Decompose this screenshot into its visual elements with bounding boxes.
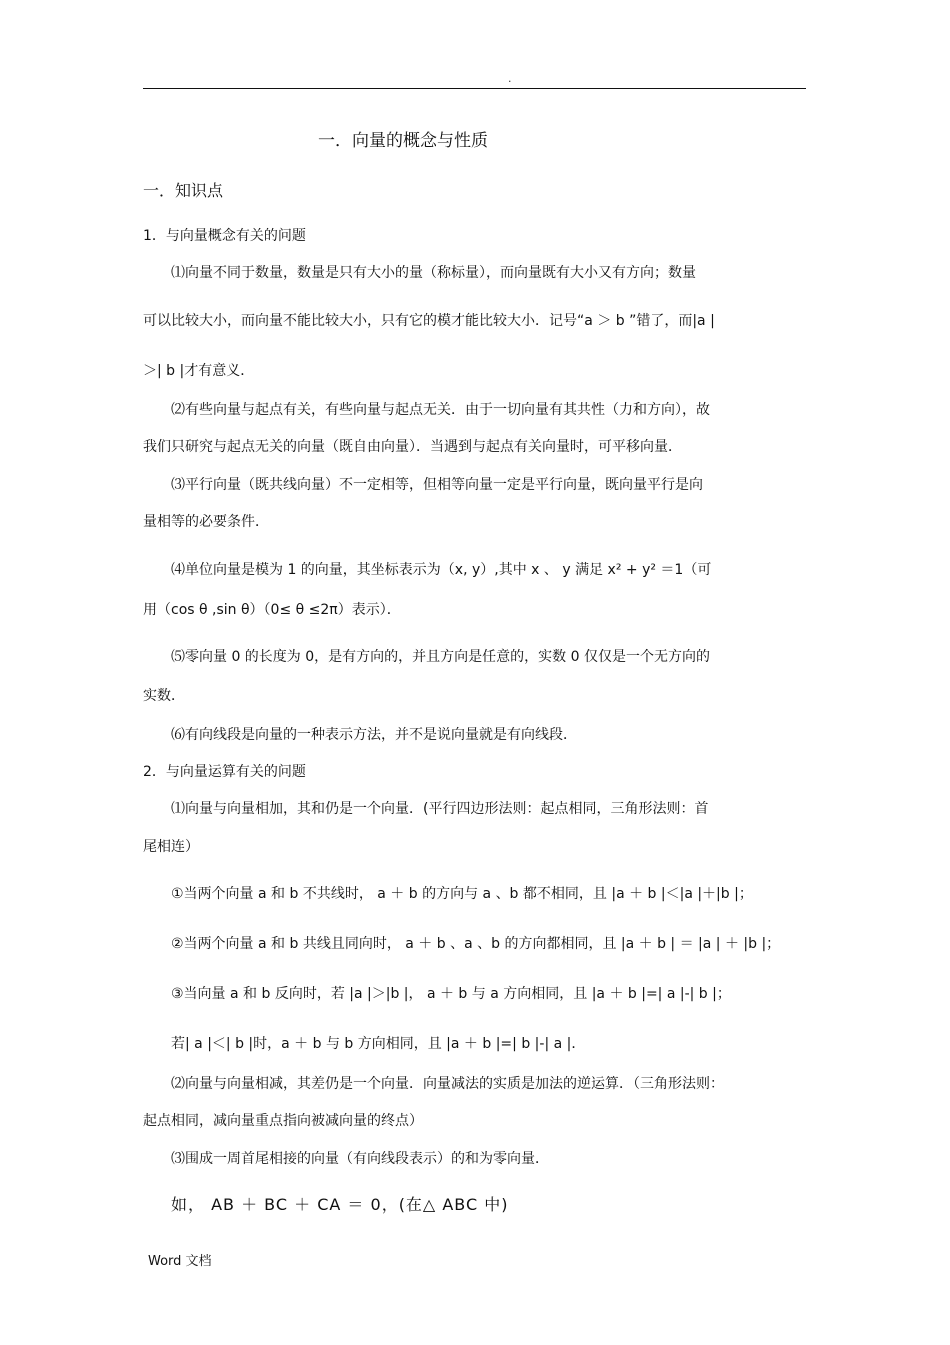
- para-6: ⑹有向线段是向量的一种表示方法，并不是说向量就是有向线段．: [171, 727, 577, 743]
- para-7-line-2: 尾相连）: [143, 839, 199, 855]
- para-7-line-1: ⑴向量与向量相加，其和仍是一个向量．(平行四边形法则：起点相同，三角形法则：首: [171, 801, 709, 817]
- header-rule: [143, 88, 806, 89]
- para-8-line-1: ⑵向量与向量相减，其差仍是一个向量．向量减法的实质是加法的逆运算．（三角形法则：: [171, 1076, 724, 1092]
- subsection-1: 1．与向量概念有关的问题: [143, 228, 306, 244]
- para-5-line-2: 实数．: [143, 688, 185, 704]
- para-9: ⑶围成一周首尾相接的向量（有向线段表示）的和为零向量．: [171, 1151, 549, 1167]
- para-8-line-2: 起点相同，减向量重点指向被减向量的终点）: [143, 1113, 423, 1129]
- subsection-2: 2．与向量运算有关的问题: [143, 764, 306, 780]
- para-3-line-2: 量相等的必要条件．: [143, 514, 269, 530]
- para-3-line-1: ⑶平行向量（既共线向量）不一定相等，但相等向量一定是平行向量，既向量平行是向: [171, 477, 703, 493]
- para-4-line-1: ⑷单位向量是模为 1 的向量，其坐标表示为（x, y）,其中 x 、 y 满足 x² + y² ＝1（可: [171, 562, 712, 578]
- case-3-cont: 若| a |＜| b |时，a ＋ b 与 b 方向相同，且 |a ＋ b |=| b |-| a |．: [171, 1036, 586, 1052]
- case-2: ②当两个向量 a 和 b 共线且同向时， a ＋ b 、a 、b 的方向都相同，且 |a ＋ b | ＝ |a | ＋ |b |；: [171, 936, 781, 952]
- case-3: ③当向量 a 和 b 反向时，若 |a |＞|b |， a ＋ b 与 a 方向相同，且 |a ＋ b |=| a |-| b |；: [171, 986, 731, 1002]
- para-1-line-3: ＞| b |才有意义．: [143, 363, 255, 379]
- para-5-line-1: ⑸零向量 0 的长度为 0，是有方向的，并且方向是任意的，实数 0 仅仅是一个无方向的: [171, 649, 710, 665]
- para-1-line-1: ⑴向量不同于数量，数量是只有大小的量（称标量），而向量既有大小又有方向；数量: [171, 265, 696, 281]
- para-4-line-2: 用（cos θ ,sin θ）（0≤ θ ≤2π）表示）．: [143, 602, 401, 618]
- doc-title: 一．向量的概念与性质: [318, 131, 488, 151]
- footer-label: Word 文档: [148, 1254, 212, 1269]
- para-1-line-2: 可以比较大小，而向量不能比较大小，只有它的模才能比较大小．记号“a ＞ b ”错了，而|a |: [143, 313, 715, 329]
- header-dot: .: [508, 72, 512, 85]
- section-heading: 一．知识点: [143, 181, 224, 200]
- example-formula: 如， AB ＋ BC ＋ CA ＝ 0，(在△ ABC 中): [171, 1195, 509, 1214]
- para-2-line-2: 我们只研究与起点无关的向量（既自由向量）．当遇到与起点有关向量时，可平移向量．: [143, 439, 682, 455]
- case-1: ①当两个向量 a 和 b 不共线时， a ＋ b 的方向与 a 、b 都不相同，且 |a ＋ b |＜|a |＋|b |；: [171, 886, 753, 902]
- para-2-line-1: ⑵有些向量与起点有关，有些向量与起点无关．由于一切向量有其共性（力和方向），故: [171, 402, 710, 418]
